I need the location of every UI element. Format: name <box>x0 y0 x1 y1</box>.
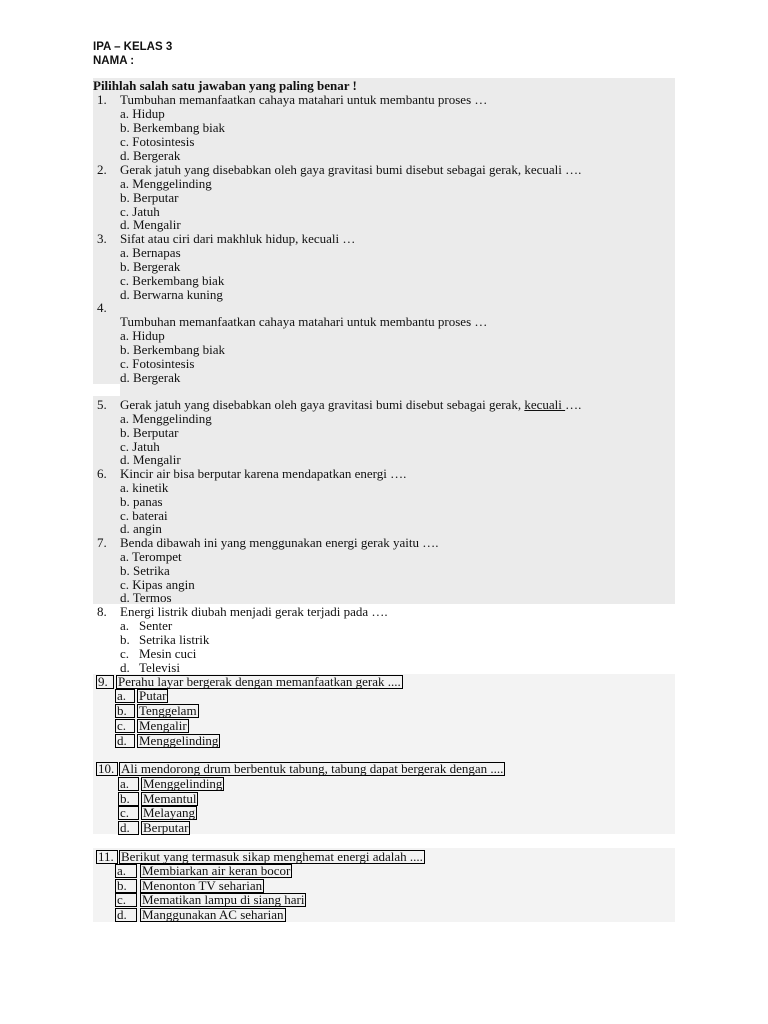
option-letter: a. <box>118 777 139 791</box>
option[interactable]: a. Menggelinding <box>120 176 212 191</box>
option-label: Melayang <box>143 805 195 820</box>
option-letter: c. <box>118 806 139 820</box>
option-letter: d. <box>115 908 137 922</box>
option-label: Menggelinding <box>139 733 219 748</box>
question-number: 11. <box>96 850 118 864</box>
shaded-block-mid <box>93 396 675 604</box>
option[interactable]: b. Bergerak <box>120 259 181 274</box>
option-label: Berputar <box>143 820 189 835</box>
option[interactable] <box>118 821 190 835</box>
name-label: NAMA : <box>93 55 135 67</box>
option[interactable]: b. Berkembang biak <box>120 342 226 357</box>
option[interactable]: b. Setrika <box>120 563 170 578</box>
question-text: Kincir air bisa berputar karena mendapatkan energi …. <box>120 466 407 481</box>
subject-header: IPA – KELAS 3 <box>93 41 173 53</box>
option-letter: b. <box>120 632 130 647</box>
option-letter: c. <box>115 719 135 733</box>
instruction: Pilihlah salah satu jawaban yang paling benar ! <box>93 78 357 93</box>
question-number: 8. <box>97 604 107 619</box>
question-line <box>96 762 505 776</box>
option[interactable]: d. Termos <box>120 590 172 605</box>
option[interactable]: d. Mengalir <box>120 452 181 467</box>
question-text: Gerak jatuh yang disebabkan oleh gaya gravitasi bumi disebut sebagai gerak, kecuali …. <box>120 162 582 177</box>
option[interactable] <box>118 777 224 791</box>
option-label: Setrika listrik <box>139 632 210 647</box>
option-letter: c. <box>120 646 130 661</box>
option[interactable]: c. Berkembang biak <box>120 273 225 288</box>
option[interactable]: c. Fotosintesis <box>120 356 195 371</box>
option-letter: d. <box>120 660 130 675</box>
option[interactable]: d. Bergerak <box>120 148 181 163</box>
option[interactable]: b. panas <box>120 494 163 509</box>
option-label: Membiarkan air keran bocor <box>142 863 291 878</box>
option-label: Putar <box>139 688 167 703</box>
option[interactable]: c. Fotosintesis <box>120 134 195 149</box>
option-label: Mengalir <box>139 718 187 733</box>
option[interactable]: d. Bergerak <box>120 370 181 385</box>
question-number: 2. <box>97 162 107 177</box>
option[interactable] <box>118 806 197 820</box>
option[interactable]: a. Menggelinding <box>120 411 212 426</box>
option[interactable] <box>118 792 198 806</box>
option-label: Mematikan lampu di siang hari <box>142 892 305 907</box>
option[interactable] <box>115 704 199 718</box>
question-text: Berikut yang termasuk sikap menghemat energi adalah .... <box>121 849 423 864</box>
option-label: Tenggelam <box>139 703 197 718</box>
option-label: Manggunakan AC seharian <box>142 907 284 922</box>
option[interactable]: a. Bernapas <box>120 245 181 260</box>
question-line <box>96 675 403 689</box>
option-label: Memantul <box>143 791 197 806</box>
option-letter: a. <box>120 618 130 633</box>
option[interactable]: d. Berwarna kuning <box>120 287 223 302</box>
question-text: Benda dibawah ini yang menggunakan energi gerak yaitu …. <box>120 535 439 550</box>
option[interactable]: a. Terompet <box>120 549 182 564</box>
question-text: Energi listrik diubah menjadi gerak terjadi pada …. <box>120 604 388 619</box>
option[interactable]: a. kinetik <box>120 480 169 495</box>
option-label: Senter <box>139 618 173 633</box>
option[interactable]: b. Berkembang biak <box>120 120 226 135</box>
question-number: 1. <box>97 92 107 107</box>
question-number: 7. <box>97 535 107 550</box>
option[interactable] <box>115 864 292 878</box>
question-number: 10. <box>96 762 118 776</box>
option-letter: d. <box>118 821 139 835</box>
question-text <box>120 398 581 412</box>
question-text: Tumbuhan memanfaatkan cahaya matahari untuk membantu proses … <box>120 314 488 329</box>
option[interactable] <box>115 893 306 907</box>
option[interactable]: c. Jatuh <box>120 439 160 454</box>
question-text: Tumbuhan memanfaatkan cahaya matahari untuk membantu proses … <box>120 92 488 107</box>
question-text-main: Gerak jatuh yang disebabkan oleh gaya gravitasi bumi disebut sebagai gerak, <box>120 397 525 412</box>
question-text: Ali mendorong drum berbentuk tabung, tabung dapat bergerak dengan .... <box>121 761 504 776</box>
option-label: Menggelinding <box>143 776 223 791</box>
question-number: 3. <box>97 231 107 246</box>
option[interactable] <box>115 689 168 703</box>
question-number: 9. <box>96 675 114 689</box>
option[interactable] <box>115 879 264 893</box>
option-letter: a. <box>115 864 137 878</box>
question-text: Perahu layar bergerak dengan memanfaatkan gerak .... <box>118 674 401 689</box>
option-label: Televisi <box>139 660 180 675</box>
question-number: 6. <box>97 466 107 481</box>
question-number: 4. <box>97 300 107 315</box>
option-label: Mesin cuci <box>139 646 197 661</box>
option[interactable]: a. Hidup <box>120 106 165 121</box>
option-letter: b. <box>118 792 139 806</box>
option[interactable]: b. Berputar <box>120 190 179 205</box>
option[interactable] <box>115 908 286 922</box>
option[interactable]: d. Mengalir <box>120 217 181 232</box>
option[interactable]: c. Jatuh <box>120 204 160 219</box>
option-letter: b. <box>115 879 137 893</box>
option-letter: a. <box>115 689 135 703</box>
question-text: Sifat atau ciri dari makhluk hidup, kecuali … <box>120 231 356 246</box>
option[interactable]: c. Kipas angin <box>120 577 195 592</box>
option[interactable] <box>115 734 220 748</box>
option[interactable] <box>115 719 189 733</box>
question-line <box>96 850 425 864</box>
option[interactable]: b. Berputar <box>120 425 179 440</box>
option[interactable]: a. Hidup <box>120 328 165 343</box>
option-letter: b. <box>115 704 135 718</box>
option-letter: d. <box>115 734 135 748</box>
option[interactable]: c. baterai <box>120 508 168 523</box>
question-number: 5. <box>97 397 107 412</box>
question-text-end: …. <box>565 397 582 412</box>
option-label: Menonton TV seharian <box>142 878 263 893</box>
option[interactable]: d. angin <box>120 521 162 536</box>
shaded-block-top-ext <box>120 384 675 396</box>
option-letter: c. <box>115 893 137 907</box>
question-text-underlined: kecuali <box>524 397 566 412</box>
